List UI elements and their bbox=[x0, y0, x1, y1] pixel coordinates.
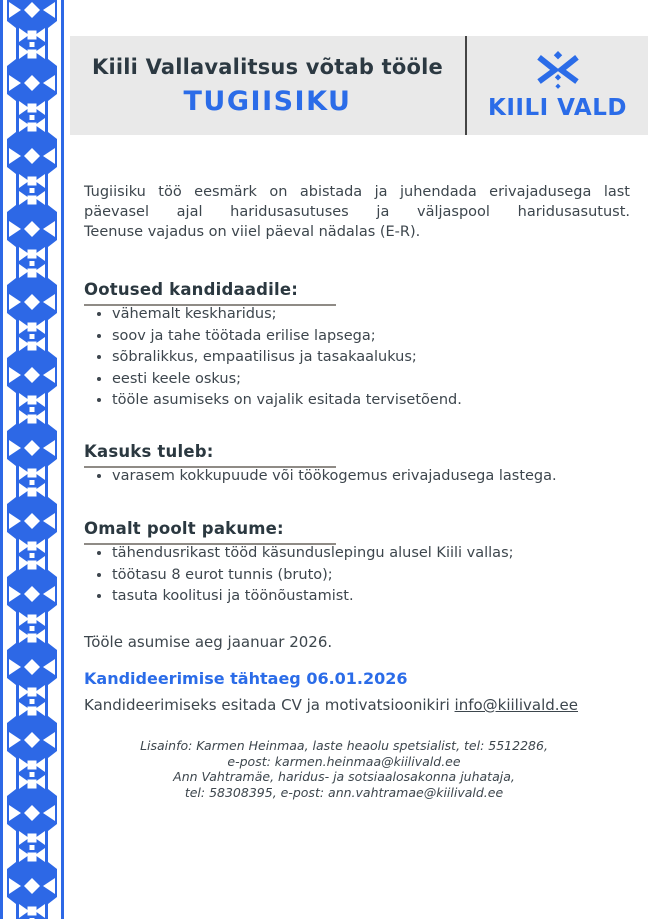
list-item: • eesti keele oskus; bbox=[112, 371, 630, 387]
folk-pattern-band bbox=[0, 0, 66, 919]
application-deadline: Kandideerimise tähtaeg 06.01.2026 bbox=[84, 669, 408, 688]
contact-line: Ann Vahtramäe, haridus- ja sotsiaalosakonna juhataja, bbox=[173, 769, 515, 784]
section-heading: Kasuks tuleb: bbox=[84, 442, 214, 461]
section-advantage bbox=[84, 442, 630, 484]
intro-line: Tugiisiku töö eesmärk on abistada ja juhendada erivajadusega last bbox=[84, 184, 630, 200]
list-item: • vähemalt keskharidus; bbox=[112, 306, 630, 322]
job-title: TUGIISIKU bbox=[183, 85, 352, 117]
intro-paragraph bbox=[84, 182, 630, 242]
intro-line: päevasel ajal haridusasutuses ja väljaspool haridusasutust. bbox=[84, 204, 630, 220]
advantage-list bbox=[84, 468, 630, 484]
list-item: • tööle asumiseks on vajalik esitada tervisetõend. bbox=[112, 392, 630, 408]
start-date: Tööle asumise aeg jaanuar 2026. bbox=[84, 633, 333, 651]
expectations-list bbox=[84, 306, 630, 408]
apply-text: Kandideerimiseks esitada CV ja motivatsioonikiri bbox=[84, 696, 455, 714]
logo-text: KIILI VALD bbox=[488, 94, 627, 121]
logo bbox=[467, 36, 648, 135]
contact-info bbox=[84, 738, 604, 800]
header-titles bbox=[70, 36, 465, 135]
list-item: • töötasu 8 eurot tunnis (bruto); bbox=[112, 567, 630, 583]
contact-line: Lisainfo: Karmen Heinmaa, laste heaolu spetsialist, tel: 5512286, bbox=[140, 738, 548, 753]
folk-pattern-icon bbox=[0, 0, 66, 919]
list-item: • sõbralikkus, empaatilisus ja tasakaalukus; bbox=[112, 349, 630, 365]
contact-line: e-post: karmen.heinmaa@kiilivald.ee bbox=[227, 753, 461, 769]
apply-email-link[interactable]: info@kiilivald.ee bbox=[454, 696, 579, 714]
header bbox=[70, 36, 648, 135]
section-heading: Omalt poolt pakume: bbox=[84, 519, 284, 538]
section-offer bbox=[84, 519, 630, 604]
dragonfly-icon bbox=[526, 51, 590, 91]
list-item: • tasuta koolitusi ja töönõustamist. bbox=[112, 588, 630, 604]
list-item: • soov ja tahe töötada erilise lapsega; bbox=[112, 328, 630, 344]
section-heading: Ootused kandidaadile: bbox=[84, 280, 299, 299]
contact-line: tel: 58308395, e-post: ann.vahtramae@kiilivald.ee bbox=[184, 784, 504, 800]
list-item: • tähendusrikast tööd käsunduslepingu alusel Kiili vallas; bbox=[112, 545, 630, 561]
apply-instructions bbox=[84, 696, 630, 714]
section-expectations bbox=[84, 280, 630, 408]
page-title: Kiili Vallavalitsus võtab tööle bbox=[92, 54, 443, 79]
intro-line: Teenuse vajadus on viiel päeval nädalas (E-R). bbox=[84, 224, 421, 240]
offer-list bbox=[84, 545, 630, 604]
list-item: • varasem kokkupuude või töökogemus erivajadusega lastega. bbox=[112, 468, 630, 484]
main-content bbox=[84, 182, 630, 800]
